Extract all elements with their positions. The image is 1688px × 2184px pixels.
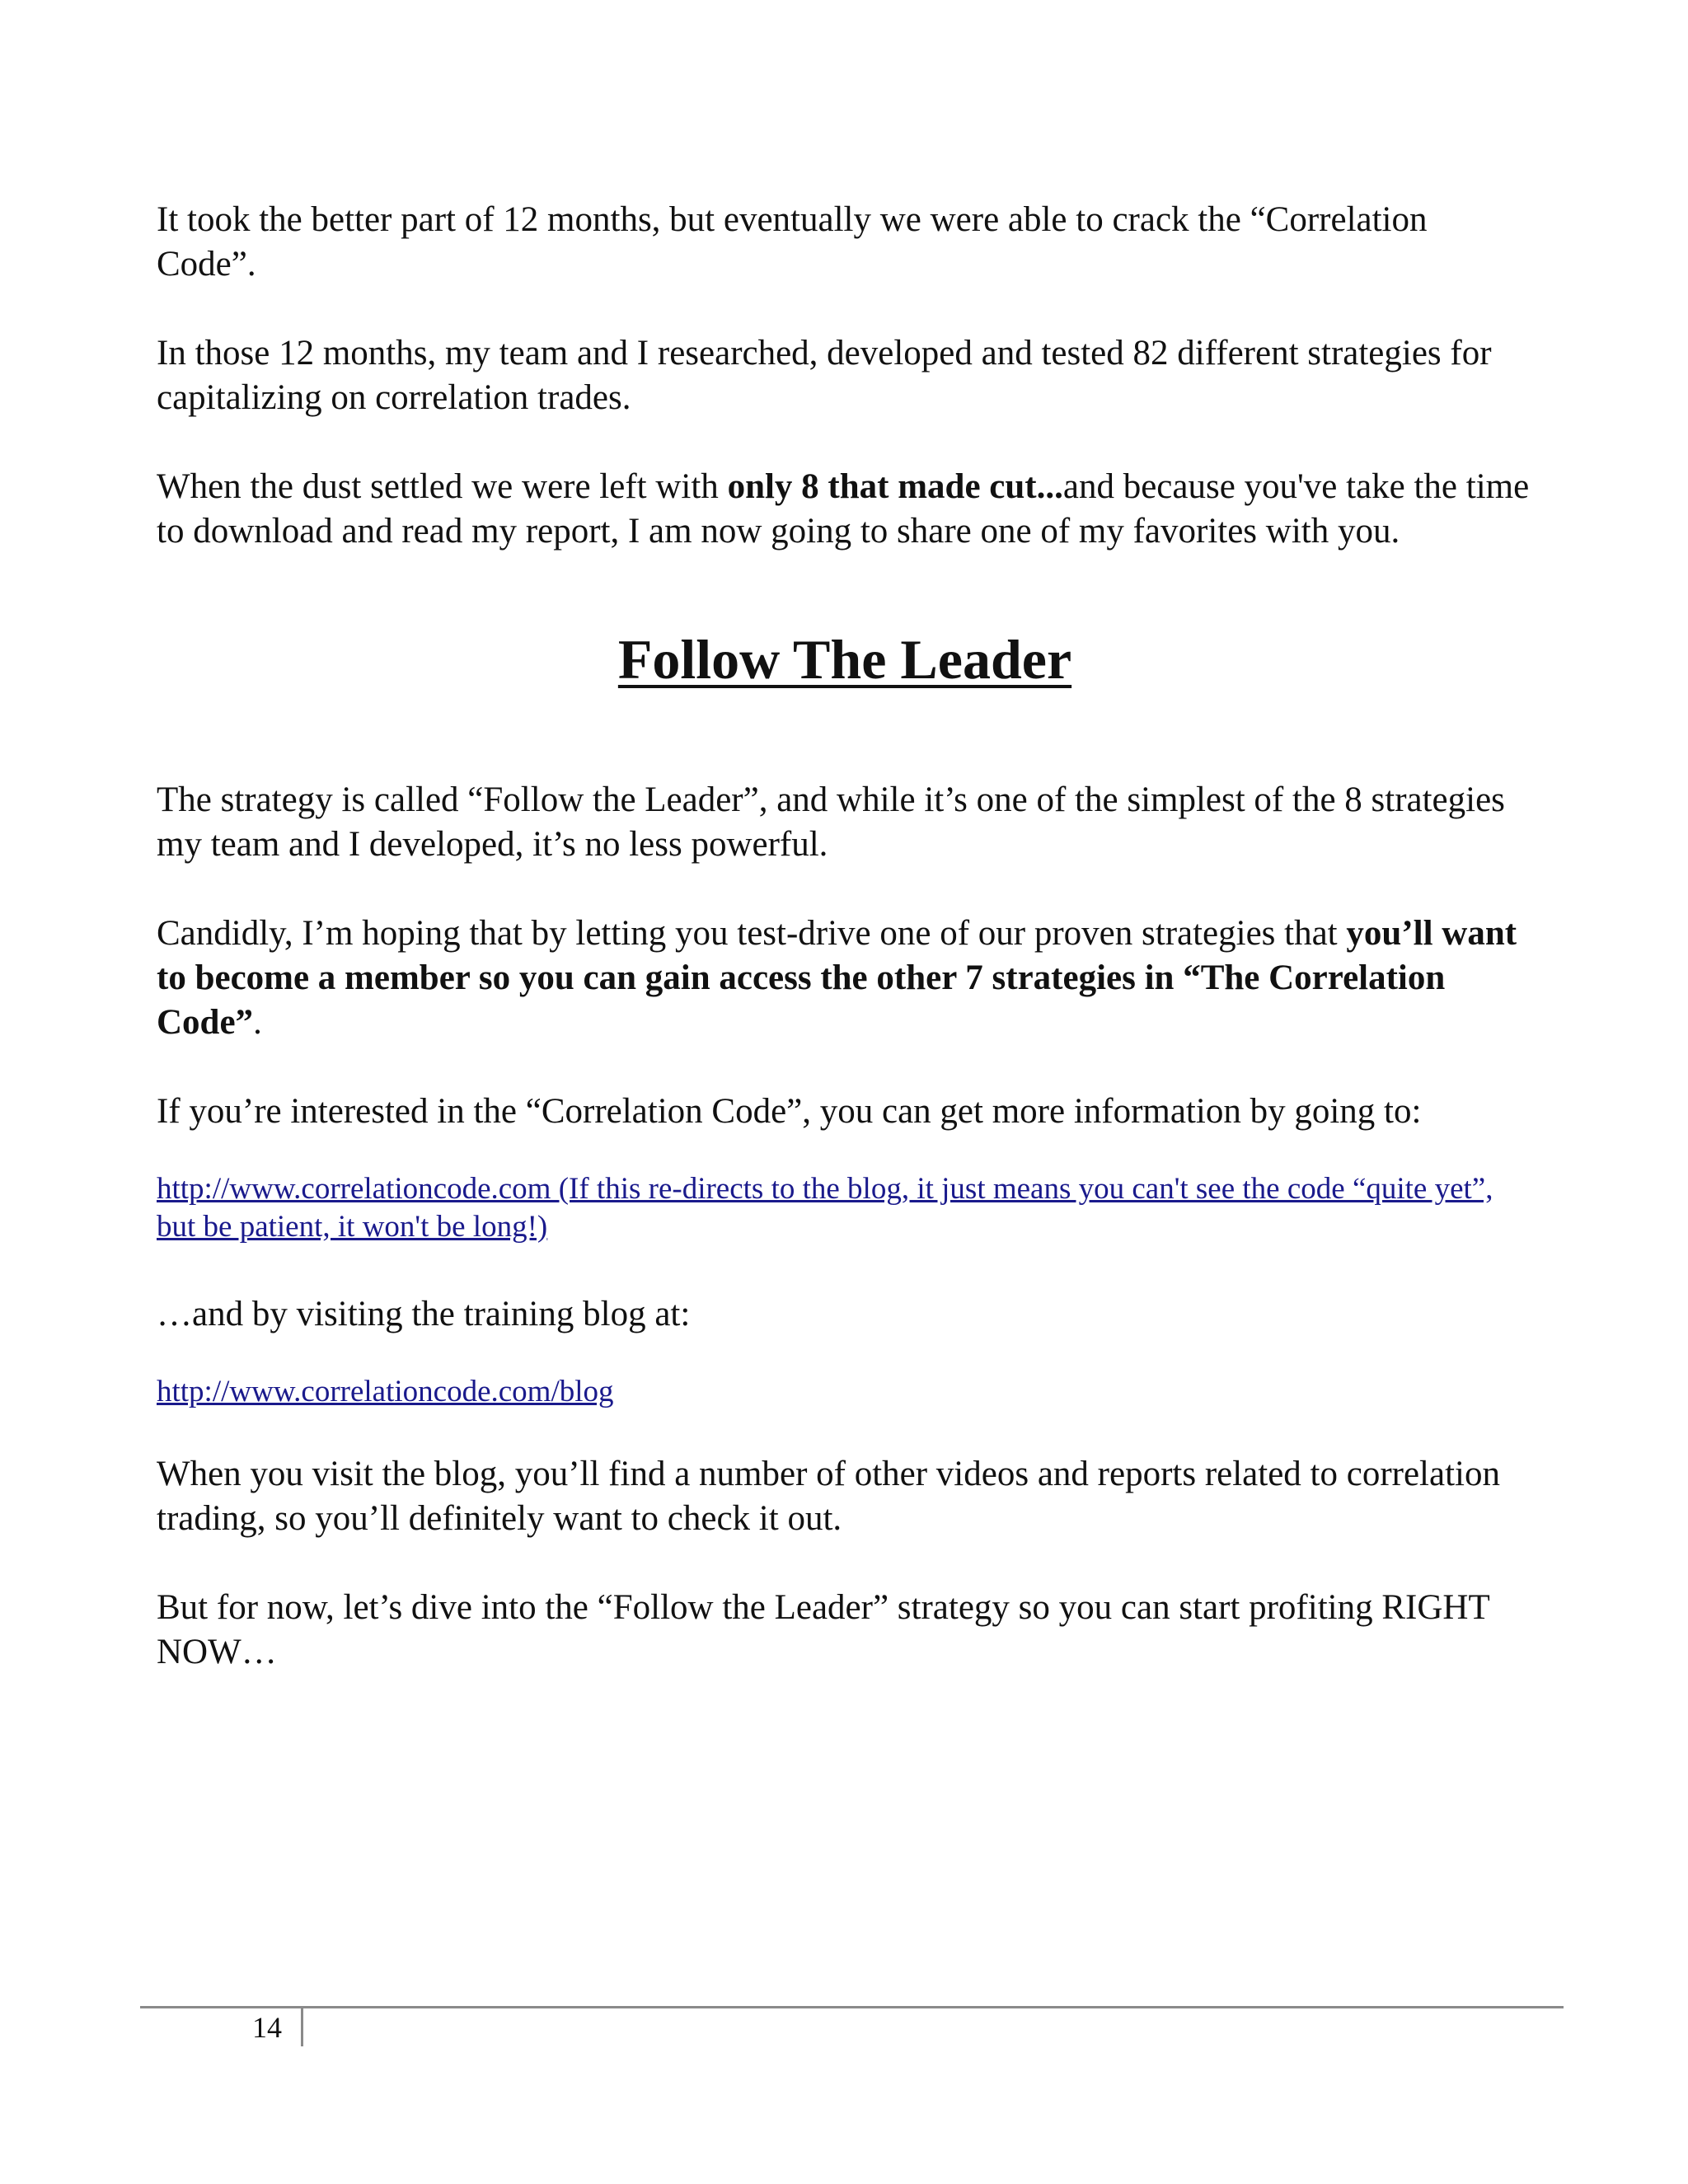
paragraph-strategy-intro: The strategy is called “Follow the Leader”, and while it’s one of the simplest of the 8 strategies my team and I developed, it’s no less powerful. [157, 780, 1505, 864]
page-content [157, 198, 1533, 1719]
paragraph-more-info: If you’re interested in the “Correlation Code”, you can get more information by going to: [157, 1092, 1422, 1131]
paragraph-research-82-strategies: In those 12 months, my team and I researched, developed and tested 82 different strategies for capitalizing on correlation trades. [157, 334, 1492, 417]
paragraph-membership-pitch-lead: Candidly, I’m hoping that by letting you test-drive one of our proven strategies that [157, 914, 1347, 953]
paragraph-8-made-cut-lead: When the dust settled we were left with [157, 467, 728, 506]
paragraph-8-made-cut-tail: and because you've take the time to download and read my report, I am now going to share one of my favorites with you. [157, 467, 1530, 551]
page-number-divider [301, 2008, 303, 2046]
paragraph-correlation-code-cracked: It took the better part of 12 months, but eventually we were able to crack the “Correlation Code”. [157, 200, 1428, 284]
paragraph-membership-pitch [157, 912, 1533, 1045]
page-number: 14 [252, 2011, 282, 2044]
link-block-blog [157, 1373, 1533, 1411]
paragraph-dive-in: But for now, let’s dive into the “Follow the Leader” strategy so you can start profiting RIGHT NOW… [157, 1588, 1489, 1671]
section-heading: Follow The Leader [617, 628, 1072, 691]
correlationcode-site-link[interactable]: http://www.correlationcode.com (If this re-directs to the blog, it just means you can't see the code “quite yet”, but be patient, it won't be long!) [157, 1172, 1493, 1244]
correlationcode-blog-link[interactable]: http://www.correlationcode.com/blog [157, 1375, 614, 1408]
paragraph-membership-pitch-tail: . [253, 1003, 262, 1042]
paragraph-8-made-cut [157, 465, 1533, 554]
paragraph-membership-pitch-bold: you’ll want to become a member so you can gain access the other 7 strategies in “The Correlation Code” [157, 914, 1517, 1042]
link-block-main-site [157, 1170, 1533, 1246]
paragraph-blog-visit: When you visit the blog, you’ll find a number of other videos and reports related to correlation trading, so you’ll definitely want to check it out. [157, 1455, 1500, 1538]
paragraph-8-made-cut-bold: only 8 that made cut... [727, 467, 1063, 506]
paragraph-training-blog: …and by visiting the training blog at: [157, 1295, 691, 1333]
footer-rule [140, 2006, 1564, 2008]
